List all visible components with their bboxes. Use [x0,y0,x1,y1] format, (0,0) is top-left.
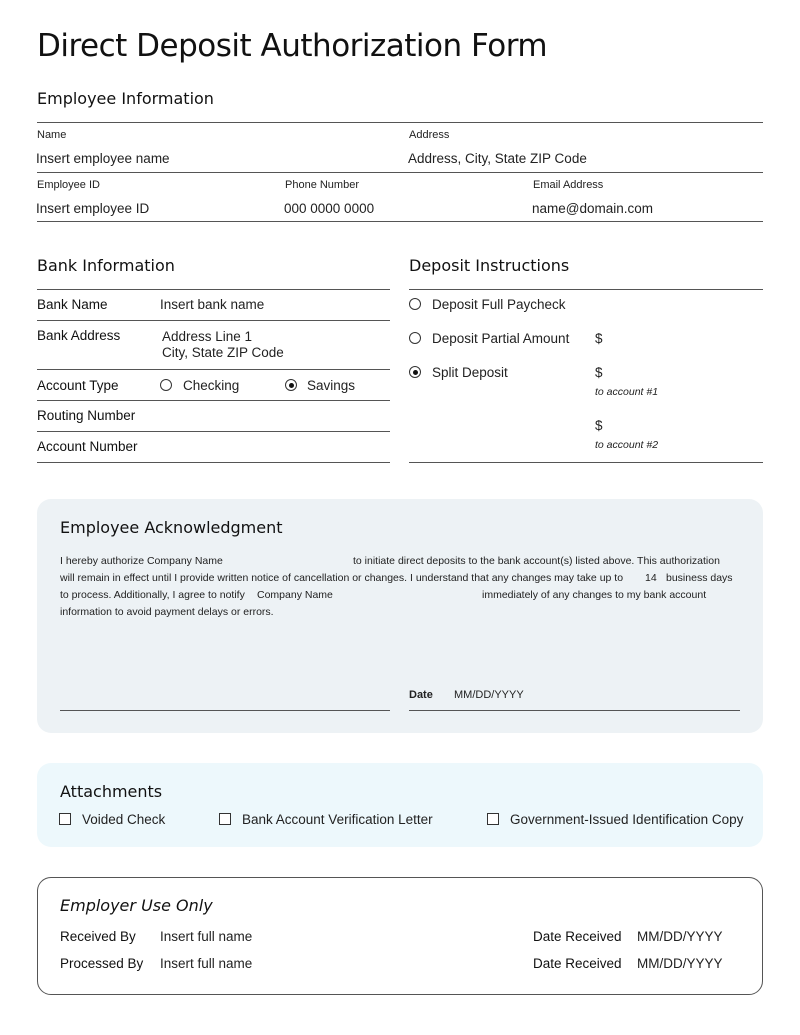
account-number-field[interactable] [160,435,388,459]
divider [37,221,763,222]
processed-by-label: Processed By [60,956,144,971]
page-title: Direct Deposit Authorization Form [37,28,548,64]
voided-check-label: Voided Check [82,812,166,827]
routing-number-label: Routing Number [37,408,136,423]
split-deposit-label: Split Deposit [432,365,508,380]
signature-field[interactable] [60,660,390,710]
employee-id-label: Employee ID [37,179,100,191]
deposit-partial-label: Deposit Partial Amount [432,331,570,346]
email-address-label: Email Address [533,179,604,191]
date-received-field-2[interactable]: MM/DD/YYYY [637,956,723,971]
employee-address-field[interactable]: Address, City, State ZIP Code [408,151,587,166]
employer-use-heading: Employer Use Only [60,896,213,915]
partial-amount-field[interactable] [605,327,755,349]
acknowledgment-date-field[interactable]: MM/DD/YYYY [454,689,524,701]
checking-option-label: Checking [183,378,240,393]
deposit-full-label: Deposit Full Paycheck [432,297,566,312]
partial-amount-currency: $ [595,331,603,346]
deposit-instructions-heading: Deposit Instructions [409,256,570,275]
email-address-field[interactable]: name@domain.com [532,201,654,216]
government-id-label: Government-Issued Identification Copy [510,812,744,827]
bank-address-label: Bank Address [37,328,121,343]
government-id-checkbox[interactable] [487,813,499,825]
date-received-field-1[interactable]: MM/DD/YYYY [637,929,723,944]
voided-check-checkbox[interactable] [59,813,71,825]
verification-letter-label: Bank Account Verification Letter [242,812,433,827]
received-by-field[interactable]: Insert full name [160,929,253,944]
split-amount-1-currency: $ [595,365,603,380]
bank-name-field[interactable]: Insert bank name [160,297,265,312]
to-account-2-caption: to account #2 [595,439,659,451]
phone-number-label: Phone Number [285,179,359,191]
acknowledgment-text-2: to initiate direct deposits to the bank account(s) listed above. This authorization [353,555,720,567]
acknowledgment-text-1: I hereby authorize Company Name [60,555,223,567]
address-label: Address [409,129,450,141]
divider [37,122,763,123]
divider [37,431,390,432]
acknowledgment-text-5: to process. Additionally, I agree to notify [60,589,245,601]
acknowledgment-text-7: information to avoid payment delays or errors. [60,606,274,618]
to-account-1-caption: to account #1 [595,386,659,398]
employee-information-heading: Employee Information [37,89,214,108]
split-amount-2-field[interactable] [605,414,755,436]
signature-line [60,710,390,711]
deposit-full-radio[interactable] [409,298,421,310]
account-type-label: Account Type [37,378,119,393]
name-label: Name [37,129,67,141]
verification-letter-checkbox[interactable] [219,813,231,825]
company-name-field[interactable]: Company Name [257,589,333,601]
acknowledgment-heading: Employee Acknowledgment [60,518,283,537]
employee-id-field[interactable]: Insert employee ID [36,201,150,216]
divider [37,320,390,321]
attachments-heading: Attachments [60,782,163,801]
split-amount-2-currency: $ [595,418,603,433]
divider [37,462,390,463]
date-line [409,710,740,711]
bank-address-line1-field[interactable]: Address Line 1 [162,329,253,344]
date-received-label-2: Date Received [533,956,622,971]
routing-number-field[interactable] [160,404,388,428]
split-amount-1-field[interactable] [605,361,755,383]
processed-by-field[interactable]: Insert full name [160,956,253,971]
divider [409,462,763,463]
received-by-label: Received By [60,929,136,944]
acknowledgment-date-label: Date [409,689,433,701]
split-deposit-radio[interactable] [409,366,421,378]
attachments-section [37,763,763,847]
deposit-partial-radio[interactable] [409,332,421,344]
acknowledgment-text-3: will remain in effect until I provide written notice of cancellation or changes. I understand that any changes may take up to [60,572,624,584]
bank-information-heading: Bank Information [37,256,175,275]
employee-name-field[interactable]: Insert employee name [36,151,170,166]
divider [37,400,390,401]
savings-option-label: Savings [307,378,356,393]
savings-radio[interactable] [285,379,297,391]
phone-number-field[interactable]: 000 0000 0000 [284,201,375,216]
processing-days-field[interactable]: 14 [645,572,657,584]
bank-address-line2-field[interactable]: City, State ZIP Code [162,345,284,360]
divider [37,172,763,173]
bank-name-label: Bank Name [37,297,108,312]
divider [37,289,390,290]
date-received-label-1: Date Received [533,929,622,944]
acknowledgment-text-6: immediately of any changes to my bank account [482,589,707,601]
account-number-label: Account Number [37,439,138,454]
checking-radio[interactable] [160,379,172,391]
acknowledgment-text-4: business days [666,572,733,584]
divider [409,289,763,290]
divider [37,369,390,370]
